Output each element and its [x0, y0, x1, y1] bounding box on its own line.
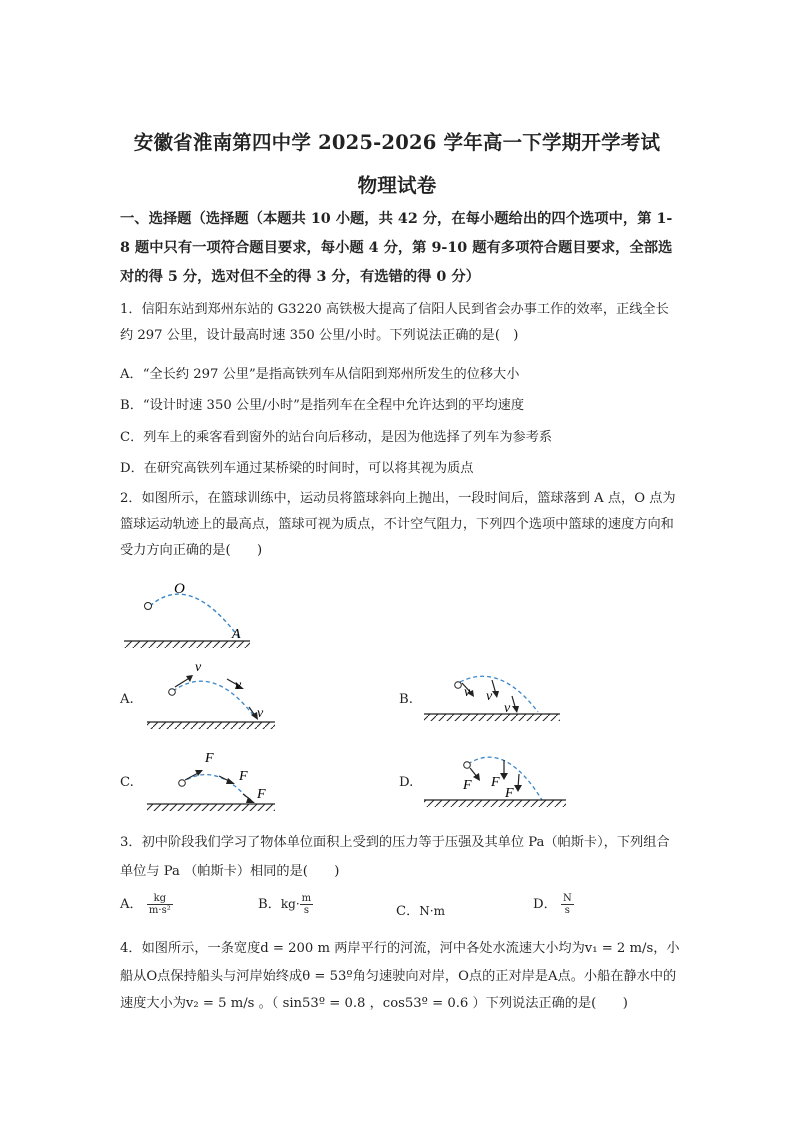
svg-text:F: F [205, 751, 214, 766]
q2-option-d-label: D. [399, 775, 414, 790]
exam-title: 安徽省淮南第四中学 2025-2026 学年高一下学期开学考试 [133, 131, 661, 154]
q4-stem: 4．如图所示，一条宽度d = 200 m 两岸平行的河流，河中各处水流速大小均为v₁ = 2 m/s，小船从O点保持船头与河岸始终成θ = 53º角匀速驶向对岸，O点的正对岸是A点。小船在静水中的速度大小为v₂ = 5 m/s 。（ sin53º = 0.8 ，cos53º = 0.6 ）下列说法正确的是( ) [120, 941, 680, 1011]
svg-text:F: F [239, 769, 248, 784]
q2-option-a-label: A. [120, 692, 134, 707]
q1-option-d: D．在研究高铁列车通过某桥梁的时间时，可以将其视为质点 [120, 461, 474, 476]
svg-text:v: v [195, 660, 202, 675]
svg-text:v: v [486, 689, 493, 704]
svg-text:F: F [257, 787, 266, 802]
q1-option-c: C．列车上的乘客看到窗外的站台向后移动，是因为他选择了列车为参考系 [120, 430, 553, 445]
svg-text:v: v [257, 706, 264, 721]
svg-text:F: F [463, 778, 472, 793]
section-heading: 一、选择题（选择题（本题共 10 小题，共 42 分，在每小题给出的四个选项中，第 1-8 题中只有一项符合题目要求，每小题 4 分，第 9-10 题有多项符合题目要求，全部选对的得 5 分，选对但不全的得 3 分，有选错的得 0 分） [120, 211, 673, 285]
q1-option-a: A．“全长约 297 公里”是指高铁列车从信阳到郑州所发生的位移大小 [120, 367, 520, 382]
svg-text:v: v [235, 678, 242, 693]
q2-option-b-figure [420, 660, 570, 730]
q2-option-c-figure [145, 740, 280, 818]
svg-text:v: v [504, 701, 511, 716]
exam-subtitle: 物理试卷 [357, 174, 437, 197]
q2-main-figure [118, 575, 258, 655]
q2-option-b-label: B. [399, 692, 413, 707]
q3-option-b: B．kg· $\frac{m}{s}$ [258, 893, 312, 916]
label-a: A [232, 627, 241, 642]
svg-text:F: F [491, 775, 500, 790]
q3-option-c: C．N·m [396, 904, 445, 919]
q3-option-d: D． $\frac{N}{s}$ [533, 893, 572, 916]
label-o: O [174, 581, 185, 597]
svg-text:F: F [505, 786, 514, 801]
q3-stem: 3．初中阶段我们学习了物体单位面积上受到的压力等于压强及其单位 Pa（帕斯卡），下列组合单位与 Pa （帕斯卡）相同的是( ) [120, 835, 670, 879]
q1-option-b: B．“设计时速 350 公里/小时”是指列车在全程中允许达到的平均速度 [120, 398, 525, 413]
q2-option-d-figure [420, 742, 570, 812]
q2-option-a-figure [145, 655, 280, 735]
svg-text:v: v [464, 685, 471, 700]
q2-stem: 2．如图所示，在篮球训练中，运动员将篮球斜向上抛出，一段时间后，篮球落到 A 点，O 点为篮球运动轨迹上的最高点，篮球可视为质点，不计空气阻力，下列四个选项中篮球的速度方向和受力方向正确的是( ) [120, 491, 676, 558]
q2-option-c-label: C. [120, 775, 134, 790]
q1-stem: 1．信阳东站到郑州东站的 G3220 高铁极大提高了信阳人民到省会办事工作的效率，正线全长约 297 公里，设计最高时速 350 公里/小时。下列说法正确的是( ) [120, 302, 669, 343]
q3-option-a: A． $\frac{kg}{\text{m·s²}}$ [120, 893, 171, 916]
